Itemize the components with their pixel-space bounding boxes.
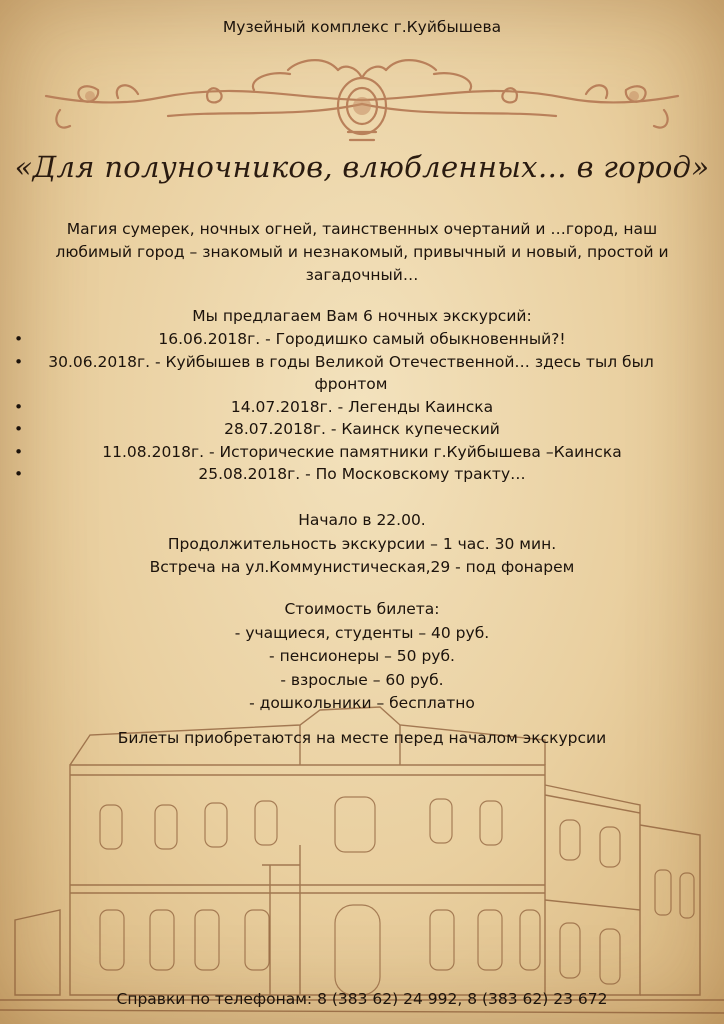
intro-text: Магия сумерек, ночных огней, таинственных очертаний и …город, наш любимый город – знакомый и незнакомый, привычный и новый, простой и загадочный… xyxy=(55,220,669,284)
bullet-icon: • xyxy=(14,420,24,438)
bullet-icon: • xyxy=(14,330,24,348)
bullet-icon: • xyxy=(14,465,24,483)
start-time: Начало в 22.00. xyxy=(298,511,426,529)
ticket-prices xyxy=(0,598,724,716)
list-item xyxy=(0,328,724,351)
organization-name: Музейный комплекс г.Куйбышева xyxy=(222,18,502,36)
bullet-icon: • xyxy=(14,397,24,416)
contact-phones: Справки по телефонам: 8 (383 62) 24 992, 8 (383 62) 23 672 xyxy=(116,990,608,1008)
tour-text: 25.08.2018г. - По Московскому тракту… xyxy=(198,465,526,483)
floral-ornament-icon xyxy=(38,40,686,150)
tour-text: 30.06.2018г. - Куйбышев в годы Великой Отечественной… здесь тыл был фронтом xyxy=(48,352,654,393)
list-item xyxy=(0,418,724,441)
price-pensioners: - пенсионеры – 50 руб. xyxy=(269,647,455,665)
list-item xyxy=(0,463,724,486)
list-item xyxy=(0,396,724,419)
tour-text: 11.08.2018г. - Исторические памятники г.Куйбышева –Каинска xyxy=(102,442,622,461)
prices-heading: Стоимость билета: xyxy=(284,600,440,618)
duration: Продолжительность экскурсии – 1 час. 30 мин. xyxy=(167,534,557,553)
tours-offer-heading: Мы предлагаем Вам 6 ночных экскурсий: xyxy=(192,307,532,325)
tour-text: 14.07.2018г. - Легенды Каинска xyxy=(230,397,494,416)
bullet-icon: • xyxy=(14,352,24,371)
tickets-note: Билеты приобретаются на месте перед началом экскурсии xyxy=(117,729,607,747)
price-adults: - взрослые – 60 руб. xyxy=(280,670,444,689)
price-preschool: - дошкольники – бесплатно xyxy=(249,694,475,712)
tour-list xyxy=(0,328,724,486)
tour-text: 28.07.2018г. - Каинск купеческий xyxy=(224,420,500,438)
meeting-point: Встреча на ул.Коммунистическая,29 - под фонарем xyxy=(149,558,575,576)
list-item xyxy=(0,351,724,396)
list-item xyxy=(0,441,724,464)
bullet-icon: • xyxy=(14,442,24,461)
tour-text: 16.06.2018г. - Городишко самый обыкновенный?! xyxy=(158,330,566,348)
page-title: «Для полуночников, влюбленных… в город» xyxy=(14,150,710,184)
price-students: - учащиеся, студенты – 40 руб. xyxy=(234,623,490,642)
tour-info xyxy=(0,509,724,580)
